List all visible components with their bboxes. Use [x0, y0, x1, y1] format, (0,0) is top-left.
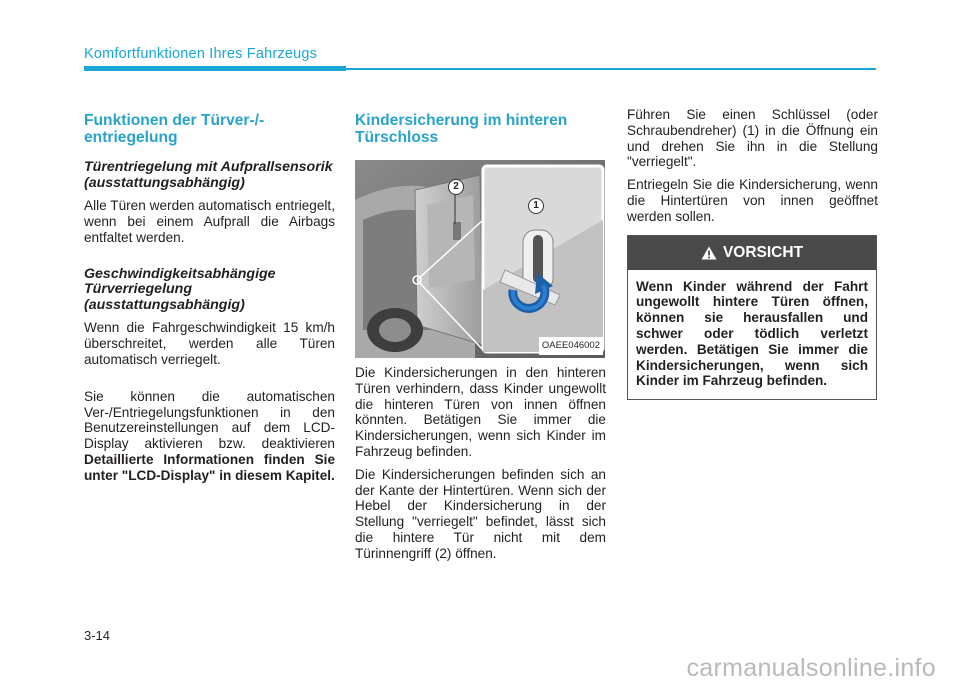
paragraph-insert-key: Führen Sie einen Schlüssel (oder Schraubendreher) (1) in die Öffnung ein und drehen Sie ihn in die Stellung "verriegelt". [627, 107, 878, 170]
caution-header [628, 236, 876, 270]
paragraph-lcd-settings [84, 389, 335, 484]
header-rule [346, 68, 876, 70]
caution-box [627, 235, 877, 401]
header-accent-bar [84, 66, 346, 71]
paragraph-child-lock-location: Die Kindersicherungen befinden sich an der Kante der Hintertüren. Wenn sich der Hebel der Kindersicherung in der Stellung "verriegelt" befindet, lässt sich die hintere Tür nicht mit dem Türinnengriff (2) öffnen. [355, 466, 606, 561]
paragraph-lcd-reference: Detaillierte Informationen finden Sie unter "LCD-Display" in diesem Kapitel. [84, 451, 335, 483]
warning-triangle-icon [701, 246, 717, 260]
caution-text: Wenn Kinder während der Fahrt ungewollt hintere Türen öffnen, können sie herausfallen und schwer oder tödlich verletzt werden. Betätigen Sie immer die Kindersicherungen, wenn sich Kinder im Fahrzeug befinden. [636, 278, 868, 389]
subheading-speed-lock: Geschwindigkeitsabhängige Türverriegelung (ausstattungsabhängig) [84, 265, 276, 313]
child-lock-illustration [355, 160, 605, 358]
column-right [627, 107, 878, 400]
caution-title: VORSICHT [722, 243, 804, 261]
column-left [84, 113, 335, 491]
callout-2: 2 [448, 179, 464, 195]
figure-code: OAEE046002 [539, 337, 603, 355]
subheading-impact-unlock: Türentriegelung mit Aufprallsensorik (ausstattungsabhängig) [84, 159, 333, 191]
section-title: Komfortfunktionen Ihres Fahrzeugs [84, 46, 318, 62]
paragraph-impact-unlock: Alle Türen werden automatisch entriegelt, wenn bei einem Aufprall die Airbags entfaltet werden. [84, 198, 335, 245]
paragraph-unlock: Entriegeln Sie die Kindersicherung, wenn die Hintertüren von innen geöffnet werden sollen. [627, 177, 878, 224]
callout-1: 1 [528, 198, 544, 214]
paragraph-child-lock-purpose: Die Kindersicherungen in den hinteren Türen verhindern, dass Kinder ungewollt die hinteren Türen von innen öffnen könnten. Betätigen Sie immer die Kindersicherungen, wenn sich Kinder im Fahrzeug befinden. [355, 365, 606, 459]
watermark: carmanualsonline.info [686, 654, 936, 682]
column-middle [355, 113, 606, 569]
page-number: 3-14 [84, 628, 111, 643]
child-lock-figure [355, 160, 605, 358]
heading-child-lock: Kindersicherung im hinteren Türschloss [355, 112, 568, 146]
paragraph-speed-lock: Wenn die Fahrgeschwindigkeit 15 km/h überschreitet, werden alle Türen automatisch verriegelt. [84, 320, 335, 367]
paragraph-lcd-settings-text: Sie können die automatischen Ver-/Entriegelungsfunktionen in den Benutzereinstellungen auf dem LCD-Display aktivieren bzw. deaktivieren [84, 388, 335, 452]
heading-door-lock-functions: Funktionen der Türver-/-entriegelung [84, 112, 265, 146]
